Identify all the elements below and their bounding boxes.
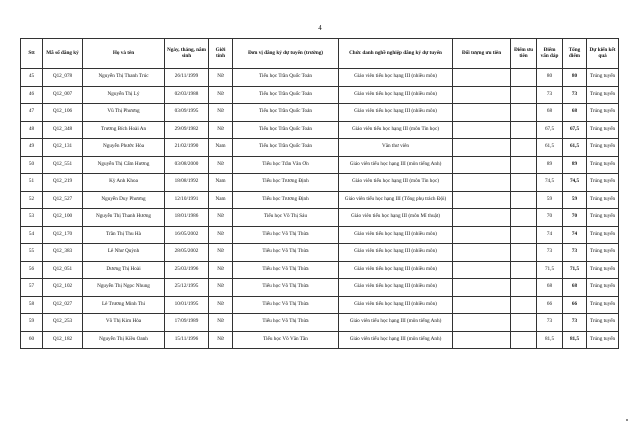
cell-expected-result: Trúng tuyển [587,209,619,227]
cell-expected-result: Trúng tuyển [587,314,619,332]
cell-position: Văn thư viên [339,139,453,157]
cell-interview-score: 70 [537,209,563,227]
cell-registration-code: Q12_182 [43,331,83,349]
table-row [21,209,619,227]
cell-total-score: 68 [563,279,587,297]
cell-stt: 53 [21,209,43,227]
cell-expected-result: Trúng tuyển [587,296,619,314]
cell-school: Tiểu học Võ Thị Sáu [233,209,339,227]
cell-priority-group [453,331,511,349]
cell-expected-result: Trúng tuyển [587,86,619,104]
cell-priority-group [453,314,511,332]
header-school: Đơn vị đăng ký dự tuyển (trường) [233,39,339,69]
cell-registration-code: Q12_383 [43,244,83,262]
cell-stt: 50 [21,156,43,174]
cell-birth-date: 25/12/1995 [165,279,209,297]
cell-priority-group [453,209,511,227]
cell-school: Tiểu học Trần Quốc Toản [233,104,339,122]
cell-birth-date: 03/08/2000 [165,156,209,174]
cell-interview-score: 74,5 [537,174,563,192]
cell-gender: Nữ [209,104,233,122]
cell-priority-points [511,139,537,157]
cell-school: Tiểu học Trần Quốc Toản [233,139,339,157]
cell-birth-date: 02/03/1988 [165,86,209,104]
header-registration-code: Mã số đăng ký [43,39,83,69]
table-row [21,226,619,244]
cell-total-score: 73 [563,314,587,332]
cell-registration-code: Q12_102 [43,279,83,297]
cell-position: Giáo viên tiểu học hạng III (nhiều môn) [339,244,453,262]
cell-registration-code: Q12_106 [43,104,83,122]
cell-birth-date: 12/10/1991 [165,191,209,209]
cell-full-name: Nguyễn Thị Thanh Trúc [83,69,165,87]
cell-total-score: 73 [563,86,587,104]
table-row [21,191,619,209]
cell-expected-result: Trúng tuyển [587,226,619,244]
scan-mark [626,419,628,421]
cell-position: Giáo viên tiểu học hạng III (môn tiếng Anh) [339,314,453,332]
cell-priority-points [511,261,537,279]
cell-school: Tiểu học Trương Định [233,191,339,209]
cell-gender: Nam [209,139,233,157]
table-row [21,261,619,279]
cell-birth-date: 10/01/1995 [165,296,209,314]
cell-priority-group [453,139,511,157]
cell-total-score: 66 [563,296,587,314]
cell-registration-code: Q12_131 [43,139,83,157]
cell-stt: 56 [21,261,43,279]
cell-stt: 58 [21,296,43,314]
cell-priority-group [453,86,511,104]
cell-expected-result: Trúng tuyển [587,69,619,87]
cell-registration-code: Q12_027 [43,296,83,314]
cell-gender: Nữ [209,209,233,227]
cell-stt: 46 [21,86,43,104]
cell-school: Tiểu học Võ Thị Thừa [233,226,339,244]
cell-interview-score: 68 [537,104,563,122]
cell-priority-points [511,69,537,87]
table-row [21,69,619,87]
cell-total-score: 80 [563,69,587,87]
cell-birth-date: 28/05/2002 [165,244,209,262]
cell-birth-date: 18/08/1992 [165,174,209,192]
cell-total-score: 67,5 [563,121,587,139]
cell-priority-points [511,174,537,192]
cell-priority-group [453,104,511,122]
cell-birth-date: 18/01/1986 [165,209,209,227]
cell-interview-score: 68 [537,279,563,297]
cell-birth-date: 26/11/1999 [165,69,209,87]
cell-registration-code: Q12_007 [43,86,83,104]
cell-gender: Nữ [209,86,233,104]
header-position: Chức danh nghề nghiệp đăng ký dự tuyển [339,39,453,69]
cell-priority-points [511,279,537,297]
cell-birth-date: 03/09/1995 [165,104,209,122]
cell-total-score: 71,5 [563,261,587,279]
cell-full-name: Lê Như Quỳnh [83,244,165,262]
cell-full-name: Trương Bích Hoài An [83,121,165,139]
page-number: 4 [318,24,322,32]
table-row [21,174,619,192]
cell-registration-code: Q12_170 [43,226,83,244]
cell-full-name: Vũ Thị Phương [83,104,165,122]
cell-position: Giáo viên tiểu học hạng III (nhiều môn) [339,86,453,104]
cell-birth-date: 17/09/1989 [165,314,209,332]
cell-stt: 51 [21,174,43,192]
cell-interview-score: 59 [537,191,563,209]
cell-full-name: Nguyễn Thị Cẩm Hương [83,156,165,174]
cell-priority-group [453,296,511,314]
cell-interview-score: 80 [537,69,563,87]
cell-gender: Nữ [209,261,233,279]
cell-school: Tiểu học Trần Quốc Toản [233,69,339,87]
cell-full-name: Kỳ Anh Khoa [83,174,165,192]
table-row [21,296,619,314]
cell-full-name: Nguyễn Duy Phương [83,191,165,209]
cell-registration-code: Q12_100 [43,209,83,227]
cell-school: Tiểu học Trần Văn Ơn [233,156,339,174]
cell-stt: 52 [21,191,43,209]
cell-full-name: Nguyễn Thị Thanh Hương [83,209,165,227]
cell-total-score: 74 [563,226,587,244]
table-row [21,279,619,297]
cell-priority-points [511,331,537,349]
cell-priority-group [453,226,511,244]
cell-school: Tiểu học Trần Quốc Toản [233,86,339,104]
cell-total-score: 81,5 [563,331,587,349]
cell-gender: Nữ [209,69,233,87]
cell-full-name: Dương Thị Hoài [83,261,165,279]
cell-position: Giáo viên tiểu học hạng III (môn tiếng Anh) [339,331,453,349]
cell-interview-score: 73 [537,86,563,104]
cell-priority-points [511,86,537,104]
table-row [21,156,619,174]
cell-gender: Nam [209,191,233,209]
header-priority-group: Đối tượng ưu tiên [453,39,511,69]
cell-priority-group [453,279,511,297]
cell-total-score: 89 [563,156,587,174]
cell-interview-score: 67,5 [537,121,563,139]
header-priority-points: Điểm ưu tiên [511,39,537,69]
cell-full-name: Lê Trương Minh Thi [83,296,165,314]
results-body [21,69,619,349]
cell-school: Tiểu học Võ Thị Thừa [233,244,339,262]
cell-registration-code: Q12_527 [43,191,83,209]
cell-interview-score: 66 [537,296,563,314]
cell-interview-score: 81,5 [537,331,563,349]
cell-gender: Nữ [209,121,233,139]
cell-stt: 47 [21,104,43,122]
cell-gender: Nữ [209,331,233,349]
cell-school: Tiểu học Võ Thị Thừa [233,261,339,279]
cell-stt: 55 [21,244,43,262]
table-row [21,86,619,104]
cell-gender: Nam [209,174,233,192]
cell-priority-group [453,261,511,279]
header-stt: Stt [21,39,43,69]
cell-priority-points [511,296,537,314]
cell-school: Tiểu học Võ Thị Thừa [233,296,339,314]
cell-stt: 59 [21,314,43,332]
table-row [21,104,619,122]
cell-school: Tiểu học Võ Thị Thừa [233,314,339,332]
cell-priority-points [511,226,537,244]
header-full-name: Họ và tên [83,39,165,69]
cell-total-score: 68 [563,104,587,122]
header-gender: Giới tính [209,39,233,69]
cell-priority-group [453,69,511,87]
cell-priority-points [511,314,537,332]
cell-total-score: 70 [563,209,587,227]
header-row [21,39,619,69]
cell-interview-score: 74 [537,226,563,244]
header-interview-score: Điểm vấn đáp [537,39,563,69]
cell-stt: 60 [21,331,43,349]
cell-interview-score: 61,5 [537,139,563,157]
cell-interview-score: 71,5 [537,261,563,279]
header-expected-result: Dự kiến kết quả [587,39,619,69]
cell-position: Giáo viên tiểu học hạng III (môn Tin học) [339,174,453,192]
cell-interview-score: 89 [537,156,563,174]
cell-position: Giáo viên tiểu học hạng III (nhiều môn) [339,69,453,87]
cell-position: Giáo viên tiểu học hạng III (môn Tin học) [339,121,453,139]
header-total-score: Tổng điểm [563,39,587,69]
cell-gender: Nữ [209,226,233,244]
cell-total-score: 61,5 [563,139,587,157]
cell-priority-group [453,191,511,209]
cell-school: Tiểu học Trương Định [233,174,339,192]
results-table [20,38,619,349]
cell-position: Giáo viên tiểu học hạng III (Tổng phụ trách Đội) [339,191,453,209]
header-birth-date: Ngày, tháng, năm sinh [165,39,209,69]
cell-priority-group [453,174,511,192]
cell-registration-code: Q12_078 [43,69,83,87]
cell-total-score: 74,5 [563,174,587,192]
cell-gender: Nữ [209,279,233,297]
cell-registration-code: Q12_348 [43,121,83,139]
cell-stt: 45 [21,69,43,87]
cell-priority-points [511,191,537,209]
cell-expected-result: Trúng tuyển [587,139,619,157]
cell-gender: Nữ [209,244,233,262]
cell-position: Giáo viên tiểu học hạng III (nhiều môn) [339,279,453,297]
cell-expected-result: Trúng tuyển [587,121,619,139]
cell-full-name: Trần Thị Thu Hà [83,226,165,244]
cell-stt: 48 [21,121,43,139]
cell-full-name: Nguyễn Phước Hòa [83,139,165,157]
cell-total-score: 59 [563,191,587,209]
cell-interview-score: 73 [537,314,563,332]
cell-priority-group [453,121,511,139]
cell-position: Giáo viên tiểu học hạng III (môn Mĩ thuật) [339,209,453,227]
cell-registration-code: Q12_253 [43,314,83,332]
cell-full-name: Võ Thị Kim Hòa [83,314,165,332]
cell-full-name: Nguyễn Thị Kiều Oanh [83,331,165,349]
table-row [21,331,619,349]
cell-expected-result: Trúng tuyển [587,104,619,122]
cell-registration-code: Q12_219 [43,174,83,192]
cell-position: Giáo viên tiểu học hạng III (môn tiếng Anh) [339,156,453,174]
cell-position: Giáo viên tiểu học hạng III (nhiều môn) [339,104,453,122]
cell-expected-result: Trúng tuyển [587,244,619,262]
table-row [21,244,619,262]
cell-birth-date: 15/11/1996 [165,331,209,349]
cell-stt: 57 [21,279,43,297]
cell-gender: Nữ [209,156,233,174]
cell-expected-result: Trúng tuyển [587,331,619,349]
cell-gender: Nữ [209,314,233,332]
cell-school: Tiểu học Võ Thị Thừa [233,279,339,297]
cell-school: Tiểu học Trần Quốc Toản [233,121,339,139]
cell-registration-code: Q12_551 [43,156,83,174]
cell-position: Giáo viên tiểu học hạng III (nhiều môn) [339,261,453,279]
cell-position: Giáo viên tiểu học hạng III (nhiều môn) [339,226,453,244]
cell-expected-result: Trúng tuyển [587,279,619,297]
cell-expected-result: Trúng tuyển [587,156,619,174]
cell-priority-group [453,244,511,262]
cell-stt: 49 [21,139,43,157]
cell-birth-date: 16/05/2002 [165,226,209,244]
table-row [21,139,619,157]
cell-gender: Nữ [209,296,233,314]
table-row [21,314,619,332]
cell-priority-group [453,156,511,174]
table-row [21,121,619,139]
cell-priority-points [511,156,537,174]
cell-school: Tiểu học Võ Văn Tần [233,331,339,349]
cell-expected-result: Trúng tuyển [587,261,619,279]
cell-expected-result: Trúng tuyển [587,191,619,209]
cell-registration-code: Q12_051 [43,261,83,279]
cell-priority-points [511,244,537,262]
cell-priority-points [511,121,537,139]
cell-birth-date: 21/02/1990 [165,139,209,157]
cell-total-score: 73 [563,244,587,262]
cell-birth-date: 25/03/1996 [165,261,209,279]
cell-full-name: Nguyễn Thị Lý [83,86,165,104]
cell-full-name: Nguyễn Thị Ngọc Nhung [83,279,165,297]
cell-stt: 54 [21,226,43,244]
cell-birth-date: 29/09/1982 [165,121,209,139]
cell-priority-points [511,104,537,122]
cell-interview-score: 73 [537,244,563,262]
cell-position: Giáo viên tiểu học hạng III (nhiều môn) [339,296,453,314]
cell-expected-result: Trúng tuyển [587,174,619,192]
cell-priority-points [511,209,537,227]
